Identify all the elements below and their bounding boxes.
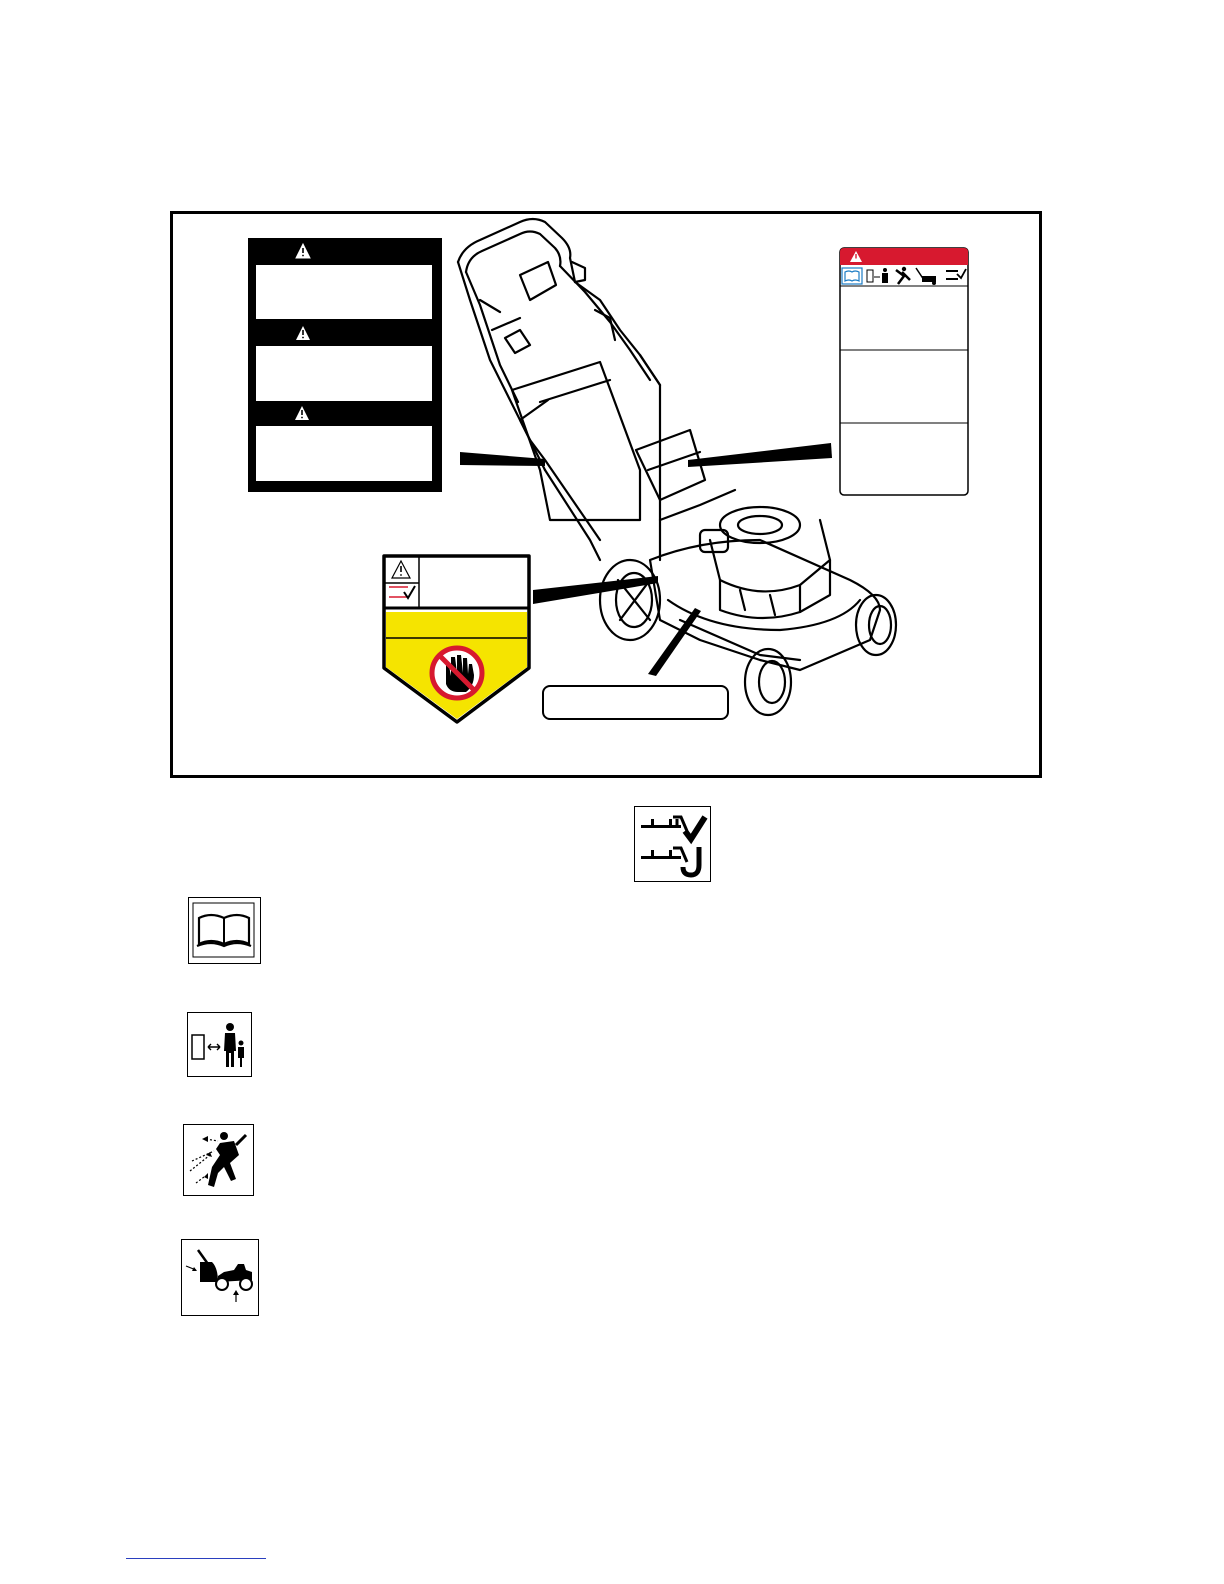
mower-slope-icon bbox=[181, 1239, 259, 1316]
footer-link-underline[interactable] bbox=[126, 1558, 266, 1559]
bystander-icon bbox=[187, 1012, 252, 1077]
book-icon bbox=[188, 897, 261, 964]
leader-line bbox=[688, 443, 832, 467]
handle-decal bbox=[248, 238, 442, 492]
callout-box bbox=[543, 686, 728, 719]
leader-line bbox=[460, 452, 545, 466]
blade-rotation-icon bbox=[634, 806, 711, 882]
leader-line bbox=[533, 576, 658, 604]
rear-decal bbox=[840, 248, 968, 495]
no-hand-icon bbox=[432, 648, 482, 698]
deck-decal bbox=[384, 556, 529, 722]
thrown-object-icon bbox=[183, 1124, 254, 1196]
